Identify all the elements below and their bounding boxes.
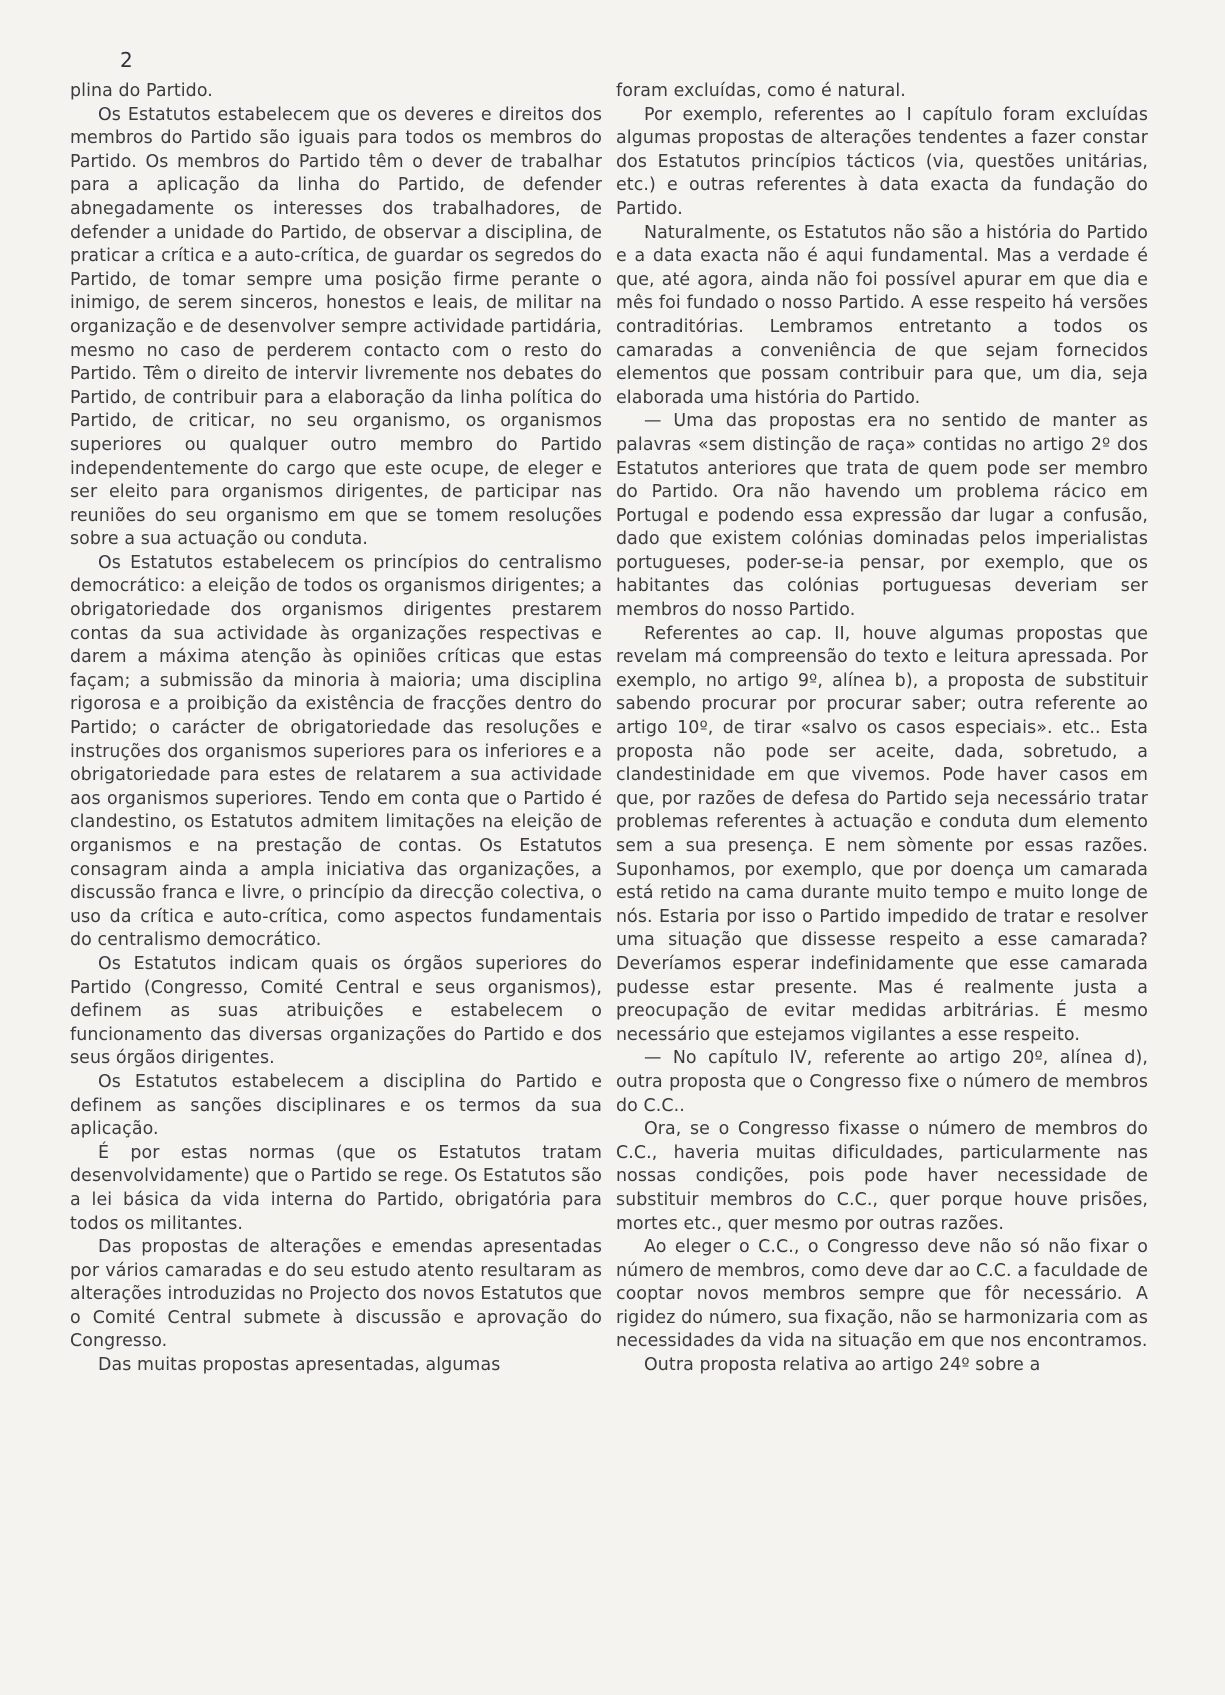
paragraph: — No capítulo IV, referente ao artigo 20º, alínea d), outra proposta que o Congresso fixe o número de membros do C.C.. [616, 1048, 1148, 1116]
paragraph: Ao eleger o C.C., o Congresso deve não só não fixar o número de membros, como deve dar ao C.C. a faculdade de cooptar novos membros sempre que fôr necessário. A rigidez do número, sua fixação, não se harmonizaria com as necessidades da vida na situação em que nos encontramos. [616, 1237, 1148, 1352]
paragraph: plina do Partido. [70, 81, 213, 101]
paragraph: Das propostas de alterações e emendas apresentadas por vários camaradas e do seu estudo atento resultaram as alterações introduzidas no Projecto dos novos Estatutos que o Comité Central submete à discussão e aprovação do Congresso. [70, 1237, 602, 1352]
paragraph: Os Estatutos estabelecem que os deveres e direitos dos membros do Partido são iguais para todos os membros do Partido. Os membros do Partido têm o dever de trabalhar para a aplicação da linha do Partido, de defender abnegadamente os interesses dos trabalhadores, de defender a unidade do Partido, de observar a disciplina, de praticar a crítica e a auto-crítica, de guardar os segredos do Partido, de tomar sempre uma posição firme perante o inimigo, de serem sinceros, honestos e leais, de militar na organização e de desenvolver sempre actividade partidária, mesmo no caso de perderem contacto com o resto do Partido. Têm o direito de intervir livremente nos debates do Partido, de contribuir para a elaboração da linha política do Partido, de criticar, no seu organismo, os organismos superiores ou qualquer outro membro do Partido independentemente do cargo que este ocupe, de eleger e ser eleito para organismos dirigentes, de participar nas reuniões do seu organismo em que se tomem resoluções sobre a sua actuação ou conduta. [70, 104, 602, 550]
paragraph: Os Estatutos estabelecem os princípios do centralismo democrático: a eleição de todos os organismos dirigentes; a obrigatoriedade dos organismos dirigentes prestarem contas da sua actividade às organizações respectivas e darem a máxima atenção às opiniões críticas que estas façam; a submissão da minoria à maioria; uma disciplina rigorosa e a proibição da existência de fracções dentro do Partido; o carácter de obrigatoriedade das resoluções e instruções dos organismos superiores para os inferiores e a obrigatoriedade para estes de relatarem a sua actividade aos organismos superiores. Tendo em conta que o Partido é clandestino, os Estatutos admitem limitações na eleição de organismos e na prestação de contas. Os Estatutos consagram ainda a ampla iniciativa das organizações, a discussão franca e livre, o princípio da direcção colectiva, o uso da crítica e auto-crítica, como aspectos fundamentais do centralismo democrático. [70, 552, 602, 951]
paragraph: — Uma das propostas era no sentido de manter as palavras «sem distinção de raça» contidas no artigo 2º dos Estatutos anteriores que trata de quem pode ser membro do Partido. Ora não havendo um problema rácico em Portugal e podendo essa expressão dar lugar a confusão, dado que existem colónias dominadas pelos imperialistas portugueses, poder-se-ia pensar, por exemplo, que os habitantes das colónias portuguesas deveriam ser membros do nosso Partido. [616, 411, 1148, 621]
paragraph: Das muitas propostas apresentadas, algumas [98, 1355, 501, 1376]
paragraph: foram excluídas, como é natural. [616, 81, 906, 101]
page-number: 2 [120, 48, 133, 72]
right-column [616, 80, 1148, 1378]
paragraph: Ora, se o Congresso fixasse o número de membros do C.C., haveria muitas dificuldades, particularmente nas nossas condições, pois pode haver necessidade de substituir membros do C.C., quer porque houve prisões, mortes etc., quer mesmo por outras razões. [616, 1119, 1148, 1234]
paragraph: É por estas normas (que os Estatutos tratam desenvolvidamente) que o Partido se rege. Os Estatutos são a lei básica da vida interna do Partido, obrigatória para todos os militantes. [70, 1142, 602, 1234]
left-column [70, 80, 602, 1378]
paragraph: Outra proposta relativa ao artigo 24º sobre a [644, 1355, 1041, 1376]
paragraph: Os Estatutos estabelecem a disciplina do Partido e definem as sanções disciplinares e os termos da sua aplicação. [70, 1071, 602, 1140]
paragraph: Os Estatutos indicam quais os órgãos superiores do Partido (Congresso, Comité Central e seus organismos), definem as suas atribuições e estabelecem o funcionamento das diversas organizações do Partido e dos seus órgãos dirigentes. [70, 953, 602, 1069]
paragraph: Naturalmente, os Estatutos não são a história do Partido e a data exacta não é aqui fundamental. Mas a verdade é que, até agora, ainda não foi possível apurar em que dia e mês foi fundado o nosso Partido. A esse respeito há versões contraditórias. Lembramos entretanto a todos os camaradas a conveniência de que sejam fornecidos elementos que possam contribuir para que, um dia, seja elaborada uma história do Partido. [616, 222, 1148, 408]
paragraph: Por exemplo, referentes ao I capítulo foram excluídas algumas propostas de alterações tendentes a fazer constar dos Estatutos princípios tácticos (via, questões unitárias, etc.) e outras referentes à data exacta da fundação do Partido. [616, 104, 1148, 219]
paragraph: Referentes ao cap. II, houve algumas propostas que revelam má compreensão do texto e leitura apressada. Por exemplo, no artigo 9º, alínea b), a proposta de substituir sabendo procurar por procurar saber; outra referente ao artigo 10º, de tirar «salvo os casos especiais». etc.. Esta proposta não pode ser aceite, dada, sobretudo, a clandestinidade em que vivemos. Pode haver casos em que, por razões de defesa do Partido seja necessário tratar problemas referentes à actuação e conduta dum elemento sem a sua presença. E nem sòmente por essas razões. Suponhamos, por exemplo, que por doença um camarada está retido na cama durante muito tempo e muito longe de nós. Estaria por isso o Partido impedido de tratar e resolver uma situação que dissesse respeito a esse camarada? Deveríamos esperar indefinidamente que esse camarada pudesse estar presente. Mas é realmente justa a preocupação de evitar medidas arbitrárias. É mesmo necessário que estejamos vigilantes a esse respeito. [616, 623, 1148, 1045]
